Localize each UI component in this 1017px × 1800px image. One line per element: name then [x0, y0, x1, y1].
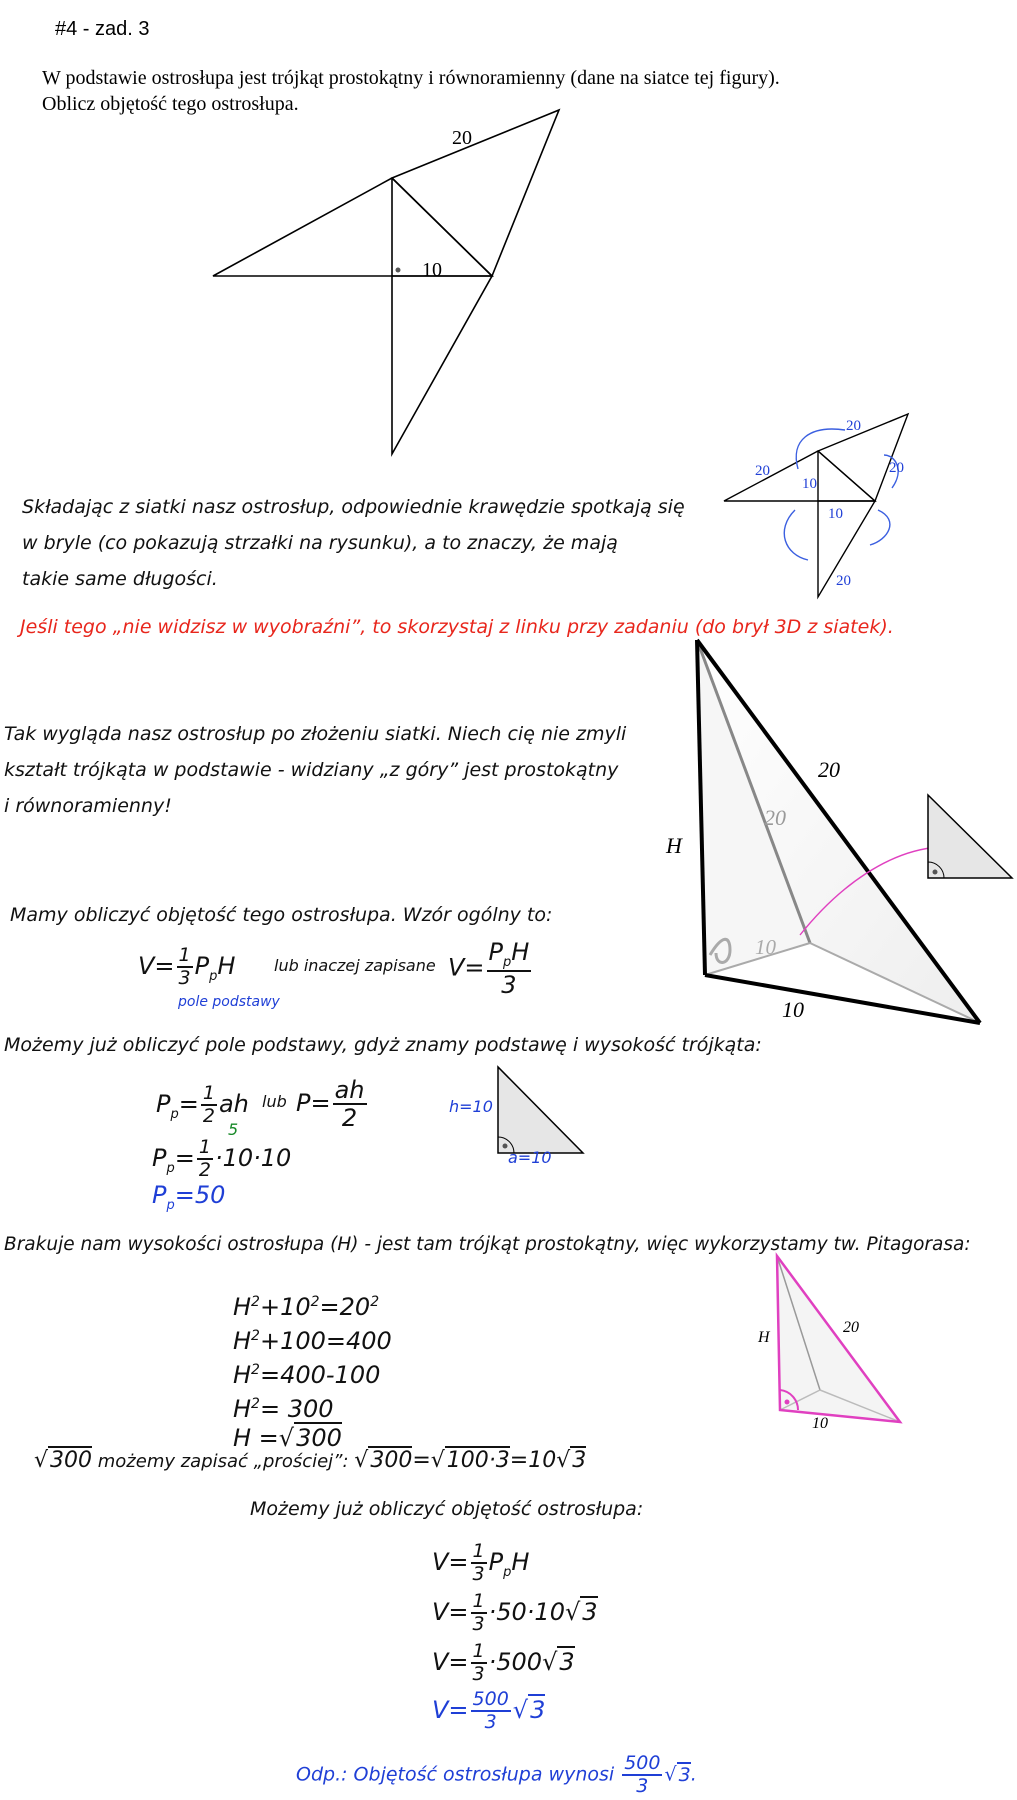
final-answer: Odp.: Objętość ostrosłupa wynosi $\frac{500}{3}$ √ 3. — [296, 1752, 697, 1797]
small-net-20a: 20 — [846, 418, 861, 434]
pyramid-label-10: 10 — [782, 997, 804, 1022]
small-net-20d: 20 — [836, 573, 851, 589]
area-formula: $P_p=$ $\frac{1}{2}$ ah — [156, 1082, 249, 1127]
para5: Brakuje nam wysokości ostrosłupa (H) - jest tam trójkąt prostokątny, więc wykorzystamy tw. Pitagorasa: — [4, 1234, 971, 1255]
para2-line3: i równoramienny! — [4, 795, 172, 817]
task-line-2: Oblicz objętość tego ostrosłupa. — [42, 93, 299, 115]
pyth-step-2: $H^2+100=400$ — [233, 1327, 392, 1355]
pyth-step-1: $H^2+10^2=20^2$ — [233, 1293, 380, 1321]
net-label-10: 10 — [422, 259, 442, 281]
area-or-text: lub — [262, 1092, 287, 1111]
area-substitution: $P_p=$ $\frac{1}{2}$ ·10·10 — [152, 1136, 292, 1181]
pyth-fig-H: H — [758, 1329, 770, 1346]
pyramid-label-10-gray: 10 — [755, 935, 776, 959]
volume-formula: V= $\frac{1}{3}$ $P_pH$ — [138, 944, 236, 989]
small-net-20b: 20 — [755, 463, 770, 479]
small-net-10b: 10 — [828, 506, 843, 522]
pyth-step-4: $H^2= 300$ — [233, 1395, 334, 1423]
pythagoras-figure — [750, 1250, 910, 1430]
volume-step-2: V= $\frac{1}{3}$ ·50·10√3 — [432, 1590, 598, 1635]
para1-line2: w bryle (co pokazują strzałki na rysunku), a to znaczy, że mają — [22, 532, 618, 554]
task-line-1: W podstawie ostrosłupa jest trójkąt prostokątny i równoramienny (dane na siatce tej figury). — [42, 67, 780, 89]
triangle-a-label: a=10 — [508, 1148, 552, 1167]
pyramid-label-20-gray: 20 — [764, 805, 786, 830]
pyth-fig-10: 10 — [812, 1415, 828, 1432]
red-note: Jeśli tego „nie widzisz w wyobraźni”, to skorzystaj z linku przy zadaniu (do brył 3D z siatek). — [20, 616, 894, 638]
area-formula-alt: P= $\frac{ah}{2}$ — [296, 1076, 365, 1132]
pyth-step-5: H =√300 — [233, 1424, 342, 1452]
volume-step-3: V= $\frac{1}{3}$ ·500√3 — [432, 1640, 575, 1685]
net-label-20: 20 — [452, 127, 472, 149]
pyramid-label-20: 20 — [818, 757, 840, 782]
para6: Możemy już obliczyć objętość ostrosłupa: — [250, 1498, 644, 1520]
volume-formula-alt: V= $\frac{P_pH}{3}$ — [448, 938, 530, 999]
triangle-h-label: h=10 — [449, 1097, 493, 1116]
pyramid-3d-figure — [650, 635, 1017, 1030]
sqrt-simplify-line: √300 możemy zapisać „prościej”: √300=√100·3=10√3 — [34, 1448, 587, 1473]
para2-line1: Tak wygląda nasz ostrosłup po złożeniu siatki. Niech cię nie zmyli — [4, 723, 627, 745]
area-result: $P_p=50$ — [152, 1181, 226, 1213]
volume-step-1: V= $\frac{1}{3}$ $P_pH$ — [432, 1540, 530, 1585]
right-angle-dot — [396, 268, 401, 273]
exercise-number: #4 - zad. 3 — [55, 18, 150, 40]
base-area-note: pole podstawy — [178, 994, 280, 1010]
para2-line2: kształt trójkąta w podstawie - widziany „z góry” jest prostokątny — [4, 759, 619, 781]
cancel-5: 5 — [228, 1120, 239, 1139]
small-net-10a: 10 — [802, 476, 817, 492]
pythagoras-steps — [233, 1288, 392, 1453]
small-net-20c: 20 — [889, 460, 904, 476]
pyth-step-3: $H^2=400-100$ — [233, 1361, 381, 1389]
volume-result: V= $\frac{500}{3}$ √3 — [432, 1688, 546, 1733]
formula-or-text: lub inaczej zapisane — [274, 956, 436, 975]
para1-line1: Składając z siatki nasz ostrosłup, odpowiednie krawędzie spotkają się — [22, 496, 685, 518]
pyth-fig-20: 20 — [843, 1319, 859, 1336]
para4: Możemy już obliczyć pole podstawy, gdyż znamy podstawę i wysokość trójkąta: — [4, 1034, 762, 1056]
para1-line3: takie same długości. — [22, 568, 218, 590]
pyramid-label-H: H — [666, 833, 682, 858]
para3: Mamy obliczyć objętość tego ostrosłupa. Wzór ogólny to: — [10, 904, 553, 926]
